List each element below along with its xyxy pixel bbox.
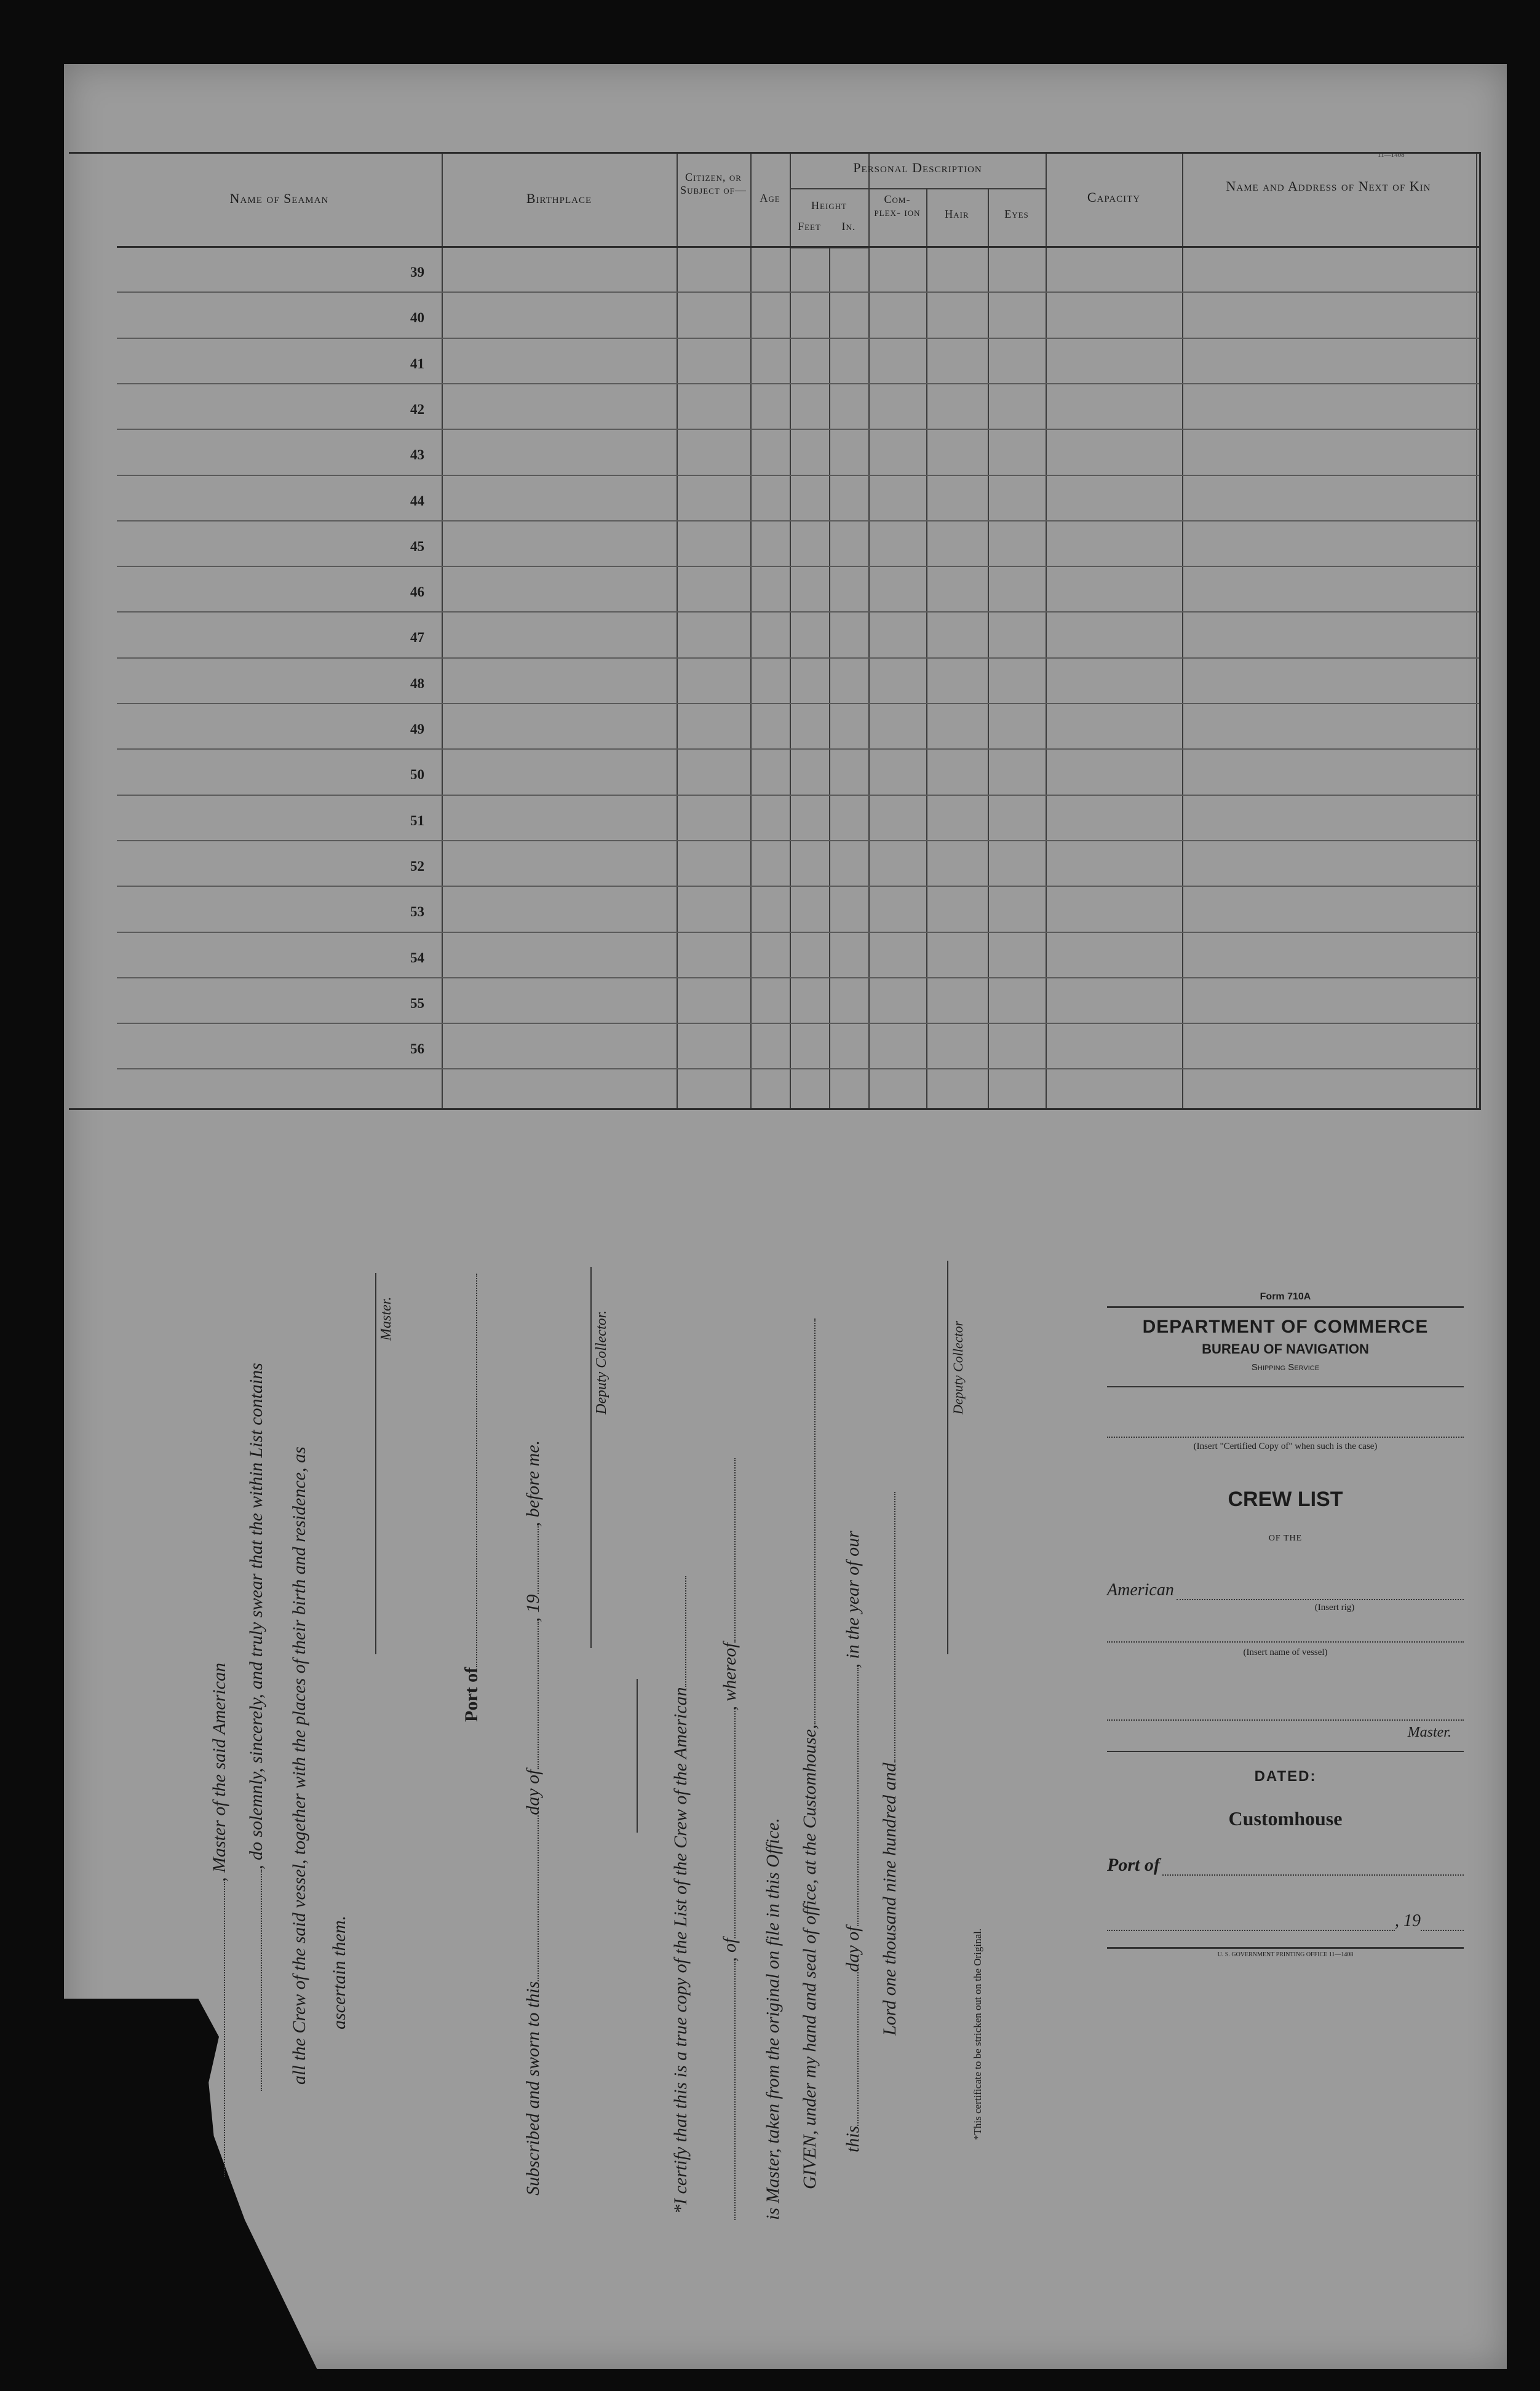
service-title: Shipping Service (1251, 1362, 1320, 1373)
table-row-line (117, 611, 1479, 613)
master-signature-line (375, 1273, 376, 1654)
port-of-back: Port of (1107, 1855, 1464, 1876)
certify-line-3: is Master, taken from the original on file in this Office. (763, 1818, 783, 2220)
oath-line-2: , do solemnly, sincerely, and truly swear that the within List contains (246, 1363, 267, 2091)
margin-column (69, 152, 117, 1110)
table-row-line (117, 932, 1479, 933)
header-eyes: Eyes (1004, 208, 1029, 220)
table-row-line (117, 475, 1479, 476)
header-height: Height (811, 199, 847, 212)
form-710a: Form 710A (1260, 1291, 1311, 1302)
insert-rig-note: (Insert rig) (1314, 1603, 1355, 1612)
american-line: American (1107, 1580, 1464, 1600)
printer-note: U. S. GOVERNMENT PRINTING OFFICE 11—1408 (1217, 1951, 1354, 1958)
header-complexion: Com- plex- ion (874, 193, 921, 218)
table-row-line (117, 429, 1479, 430)
crew-table (117, 152, 1481, 1110)
row-number: 51 (410, 812, 424, 828)
header-hair: Hair (945, 208, 969, 220)
row-number: 54 (410, 950, 424, 966)
row-number: 56 (410, 1041, 424, 1057)
row-number: 53 (410, 904, 424, 920)
oath-line-4: ascertain them. (329, 1916, 349, 2029)
form-number-top: 11—1408 (1378, 151, 1405, 159)
header-inches: In. (841, 220, 856, 232)
table-row-line (117, 703, 1479, 704)
master-label: Master. (378, 1296, 394, 1341)
header-birthplace: Birthplace (526, 191, 592, 206)
table-row-line (117, 977, 1479, 978)
insert-vessel-note: (Insert name of vessel) (1243, 1648, 1328, 1657)
table-row-line (117, 383, 1479, 384)
table-row-line (117, 566, 1479, 567)
deputy-signature-line-1 (590, 1267, 592, 1648)
row-number: 49 (410, 721, 424, 737)
table-row-line (117, 886, 1479, 887)
row-number: 55 (410, 995, 424, 1011)
row-number: 40 (410, 310, 424, 326)
separator-line (637, 1679, 638, 1833)
table-row-line (117, 657, 1479, 659)
back-panel (1107, 1291, 1464, 1958)
row-number: 42 (410, 401, 424, 417)
certificate-footnote: *This certificate to be stricken out on the Original. (972, 1928, 983, 2140)
row-number: 39 (410, 264, 424, 280)
row-number: 43 (410, 447, 424, 463)
of-the-label: OF THE (1268, 1534, 1303, 1543)
given-line: GIVEN, under my hand and seal of office, at the Customhouse, (800, 1318, 820, 2189)
header-name-of-seaman: Name of Seaman (229, 191, 329, 206)
table-row-line (117, 520, 1479, 521)
deputy-collector-1: Deputy Collector. (593, 1310, 609, 1414)
header-next-of-kin: Name and Address of Next of Kin (1226, 178, 1431, 194)
dated-label: DATED: (1254, 1768, 1317, 1785)
header-capacity: Capacity (1087, 189, 1141, 205)
deputy-collector-2: Deputy Collector (950, 1320, 966, 1414)
header-feet: Feet (798, 220, 821, 232)
row-number: 45 (410, 538, 424, 554)
certify-line: *I certify that this is a true copy of the List of the Crew of the American (670, 1576, 691, 2214)
insert-certified-note: (Insert "Certified Copy of" when such is the case) (1193, 1441, 1378, 1451)
oath-line-1: , Master of the said American (209, 1663, 230, 2177)
customhouse-label: Customhouse (1228, 1807, 1343, 1830)
deputy-signature-line-2 (947, 1261, 948, 1654)
header-citizen: Citizen, or Subject of— (680, 171, 747, 196)
master-label-back: Master. (1407, 1724, 1451, 1740)
given-line-3: Lord one thousand nine hundred and (879, 1492, 900, 2036)
department-title: DEPARTMENT OF COMMERCE (1142, 1317, 1429, 1337)
row-number: 48 (410, 675, 424, 691)
row-number: 46 (410, 584, 424, 600)
oath-line-3: all the Crew of the said vessel, together with the places of their birth and residence, as (289, 1446, 309, 2085)
table-row-line (117, 291, 1479, 293)
row-number: 50 (410, 767, 424, 783)
row-number: 52 (410, 858, 424, 874)
header-personal-description: Personal Description (853, 160, 982, 175)
table-row-line (117, 840, 1479, 841)
date-line-back: , 19 (1107, 1911, 1464, 1931)
given-line-2: thisday of, in the year of our (843, 1531, 863, 2152)
port-of-label: Port of (461, 1274, 482, 1722)
subscribed-line: Subscribed and sworn to thisday of, 19, before me. (523, 1440, 543, 2195)
crew-list-title: CREW LIST (1228, 1488, 1343, 1511)
certify-line-2: , of, whereof (720, 1458, 740, 2220)
row-number: 44 (410, 493, 424, 509)
table-row-line (117, 1023, 1479, 1024)
table-row-line (117, 338, 1479, 339)
row-number: 47 (410, 630, 424, 646)
header-age: Age (760, 192, 780, 204)
table-row-line (117, 748, 1479, 750)
bureau-title: BUREAU OF NAVIGATION (1202, 1341, 1369, 1357)
table-row-line (117, 1068, 1479, 1069)
table-row-line (117, 795, 1479, 796)
row-number: 41 (410, 355, 424, 371)
